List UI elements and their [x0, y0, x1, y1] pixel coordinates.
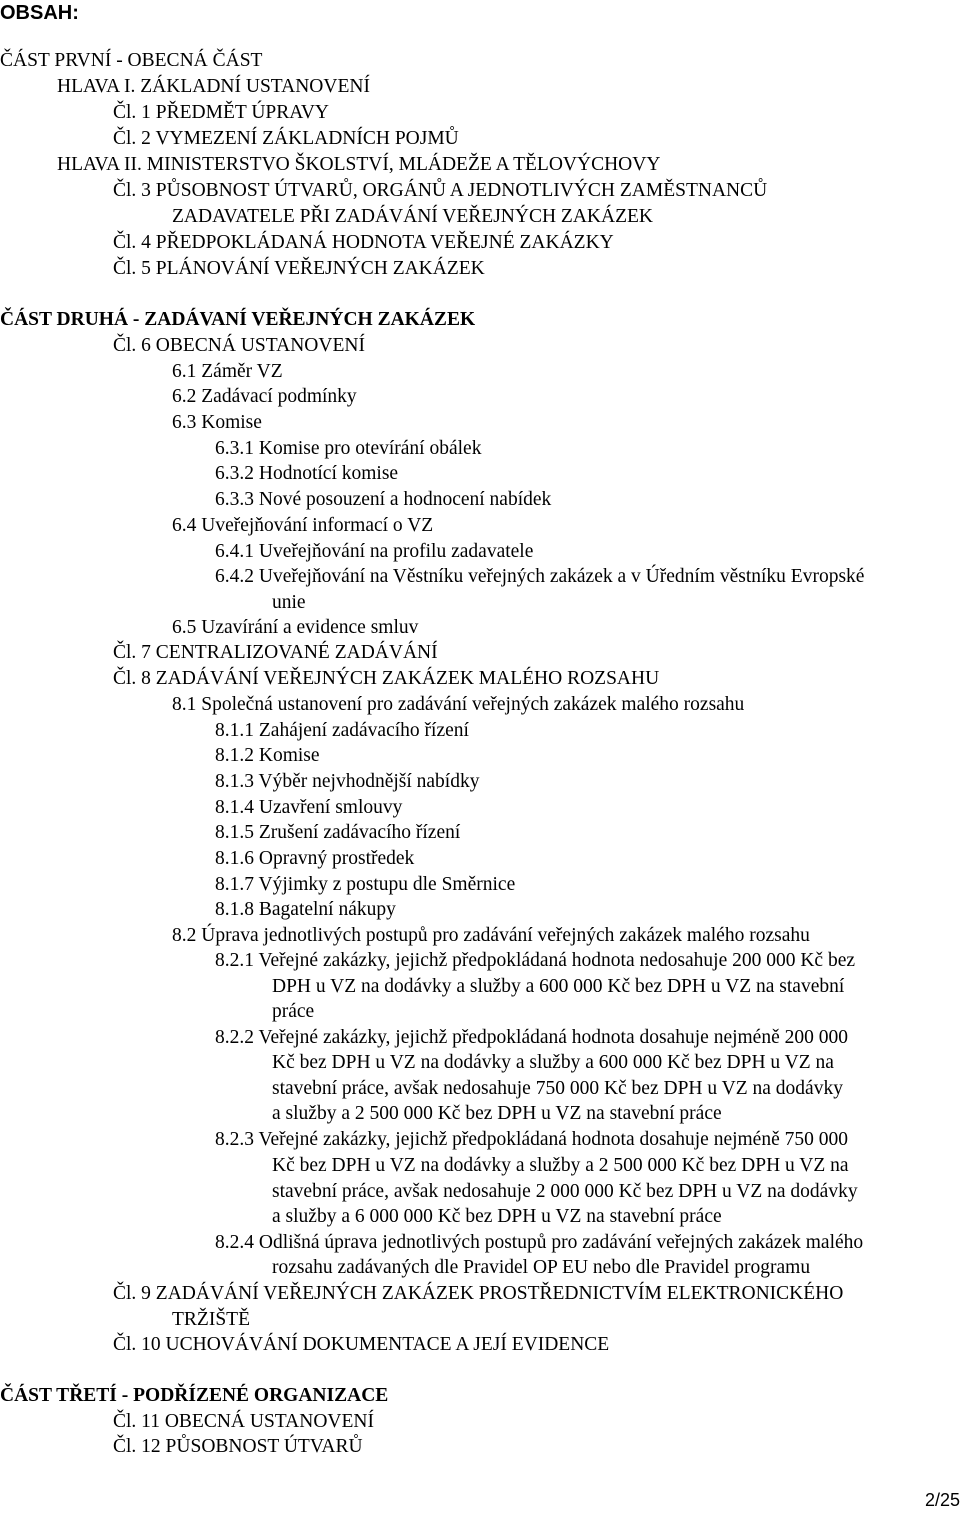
toc-entry: 6.4.1 Uveřejňování na profilu zadavatele [215, 541, 534, 562]
toc-entry: 8.1.6 Opravný prostředek [215, 848, 415, 869]
toc-entry: 6.3.3 Nové posouzení a hodnocení nabídek [215, 489, 552, 510]
toc-entry: Čl. 4 PŘEDPOKLÁDANÁ HODNOTA VEŘEJNÉ ZAKÁZKY [113, 232, 614, 253]
toc-entry: 8.1.2 Komise [215, 745, 320, 766]
toc-entry: 8.2.3 Veřejné zakázky, jejichž předpokládaná hodnota dosahuje nejméně 750 000 [215, 1129, 848, 1150]
toc-entry: Čl. 12 PŮSOBNOST ÚTVARŮ [113, 1436, 363, 1457]
toc-entry: 8.2.4 Odlišná úprava jednotlivých postupů pro zadávání veřejných zakázek malého [215, 1232, 864, 1253]
toc-entry: Čl. 11 OBECNÁ USTANOVENÍ [113, 1411, 374, 1432]
toc-entry: Kč bez DPH u VZ na dodávky a služby a 2 500 000 Kč bez DPH u VZ na [272, 1155, 849, 1176]
toc-entry: 6.4 Uveřejňování informací o VZ [172, 515, 434, 536]
toc-entry: 6.1 Záměr VZ [172, 361, 283, 382]
toc-entry: Čl. 10 UCHOVÁVÁNÍ DOKUMENTACE A JEJÍ EVIDENCE [113, 1334, 610, 1355]
toc-entry: 6.3.2 Hodnotící komise [215, 463, 399, 484]
toc-entry: Kč bez DPH u VZ na dodávky a služby a 600 000 Kč bez DPH u VZ na [272, 1052, 834, 1073]
toc-entry: 8.1.1 Zahájení zadávacího řízení [215, 720, 469, 741]
toc-entry: DPH u VZ na dodávky a služby a 600 000 Kč bez DPH u VZ na stavební [272, 976, 845, 997]
toc-entry: 8.1.7 Výjimky z postupu dle Směrnice [215, 874, 516, 895]
toc-entry: 8.1.8 Bagatelní nákupy [215, 899, 396, 920]
toc-entry: 6.4.2 Uveřejňování na Věstníku veřejných zakázek a v Úředním věstníku Evropské [215, 566, 865, 587]
page-title: OBSAH: [0, 2, 79, 24]
toc-entry: rozsahu zadávaných dle Pravidel OP EU nebo dle Pravidel programu [272, 1257, 811, 1278]
toc-entry: 8.1.4 Uzavření smlouvy [215, 797, 403, 818]
toc-entry: Čl. 1 PŘEDMĚT ÚPRAVY [113, 102, 329, 123]
toc-entry: Čl. 6 OBECNÁ USTANOVENÍ [113, 335, 365, 356]
toc-entry: Čl. 2 VYMEZENÍ ZÁKLADNÍCH POJMŮ [113, 128, 459, 149]
toc-entry: 8.1 Společná ustanovení pro zadávání veřejných zakázek malého rozsahu [172, 694, 745, 715]
toc-entry: 8.2.2 Veřejné zakázky, jejichž předpokládaná hodnota dosahuje nejméně 200 000 [215, 1027, 848, 1048]
toc-entry: ČÁST DRUHÁ - ZADÁVANÍ VEŘEJNÝCH ZAKÁZEK [0, 309, 476, 330]
toc-entry: Čl. 9 ZADÁVÁNÍ VEŘEJNÝCH ZAKÁZEK PROSTŘEDNICTVÍM ELEKTRONICKÉHO [113, 1283, 844, 1304]
toc-entry: stavební práce, avšak nedosahuje 750 000 Kč bez DPH u VZ na dodávky [272, 1078, 843, 1099]
toc-entry: stavební práce, avšak nedosahuje 2 000 000 Kč bez DPH u VZ na dodávky [272, 1181, 858, 1202]
toc-entry: HLAVA I. ZÁKLADNÍ USTANOVENÍ [57, 76, 370, 97]
toc-entry: 8.1.3 Výběr nejvhodnější nabídky [215, 771, 480, 792]
toc-entry: Čl. 5 PLÁNOVÁNÍ VEŘEJNÝCH ZAKÁZEK [113, 258, 485, 279]
toc-entry: 8.2.1 Veřejné zakázky, jejichž předpokládaná hodnota nedosahuje 200 000 Kč bez [215, 950, 856, 971]
toc-entry: ČÁST TŘETÍ - PODŘÍZENÉ ORGANIZACE [0, 1385, 389, 1406]
toc-entry: Čl. 3 PŮSOBNOST ÚTVARŮ, ORGÁNŮ A JEDNOTLIVÝCH ZAMĚSTNANCŮ [113, 180, 768, 201]
toc-entry: unie [272, 592, 306, 613]
toc-entry: ČÁST PRVNÍ - OBECNÁ ČÁST [0, 50, 263, 71]
toc-entry: 6.3 Komise [172, 412, 262, 433]
toc-entry: Čl. 7 CENTRALIZOVANÉ ZADÁVÁNÍ [113, 642, 438, 663]
toc-entry: 8.2 Úprava jednotlivých postupů pro zadávání veřejných zakázek malého rozsahu [172, 925, 810, 946]
toc-entry: 6.5 Uzavírání a evidence smluv [172, 617, 419, 638]
toc-entry: ZADAVATELE PŘI ZADÁVÁNÍ VEŘEJNÝCH ZAKÁZEK [172, 206, 653, 227]
toc-entry: Čl. 8 ZADÁVÁNÍ VEŘEJNÝCH ZAKÁZEK MALÉHO ROZSAHU [113, 668, 660, 689]
toc-entry: a služby a 6 000 000 Kč bez DPH u VZ na stavební práce [272, 1206, 722, 1227]
toc-entry: a služby a 2 500 000 Kč bez DPH u VZ na stavební práce [272, 1103, 722, 1124]
toc-entry: práce [272, 1001, 315, 1022]
page-number: 2/25 [924, 1490, 960, 1510]
toc-entry: 6.2 Zadávací podmínky [172, 386, 357, 407]
toc-entry: HLAVA II. MINISTERSTVO ŠKOLSTVÍ, MLÁDEŽE A TĚLOVÝCHOVY [57, 154, 661, 175]
toc-entry: TRŽIŠTĚ [172, 1309, 250, 1330]
toc-entry: 8.1.5 Zrušení zadávacího řízení [215, 822, 461, 843]
toc-entry: 6.3.1 Komise pro otevírání obálek [215, 438, 482, 459]
